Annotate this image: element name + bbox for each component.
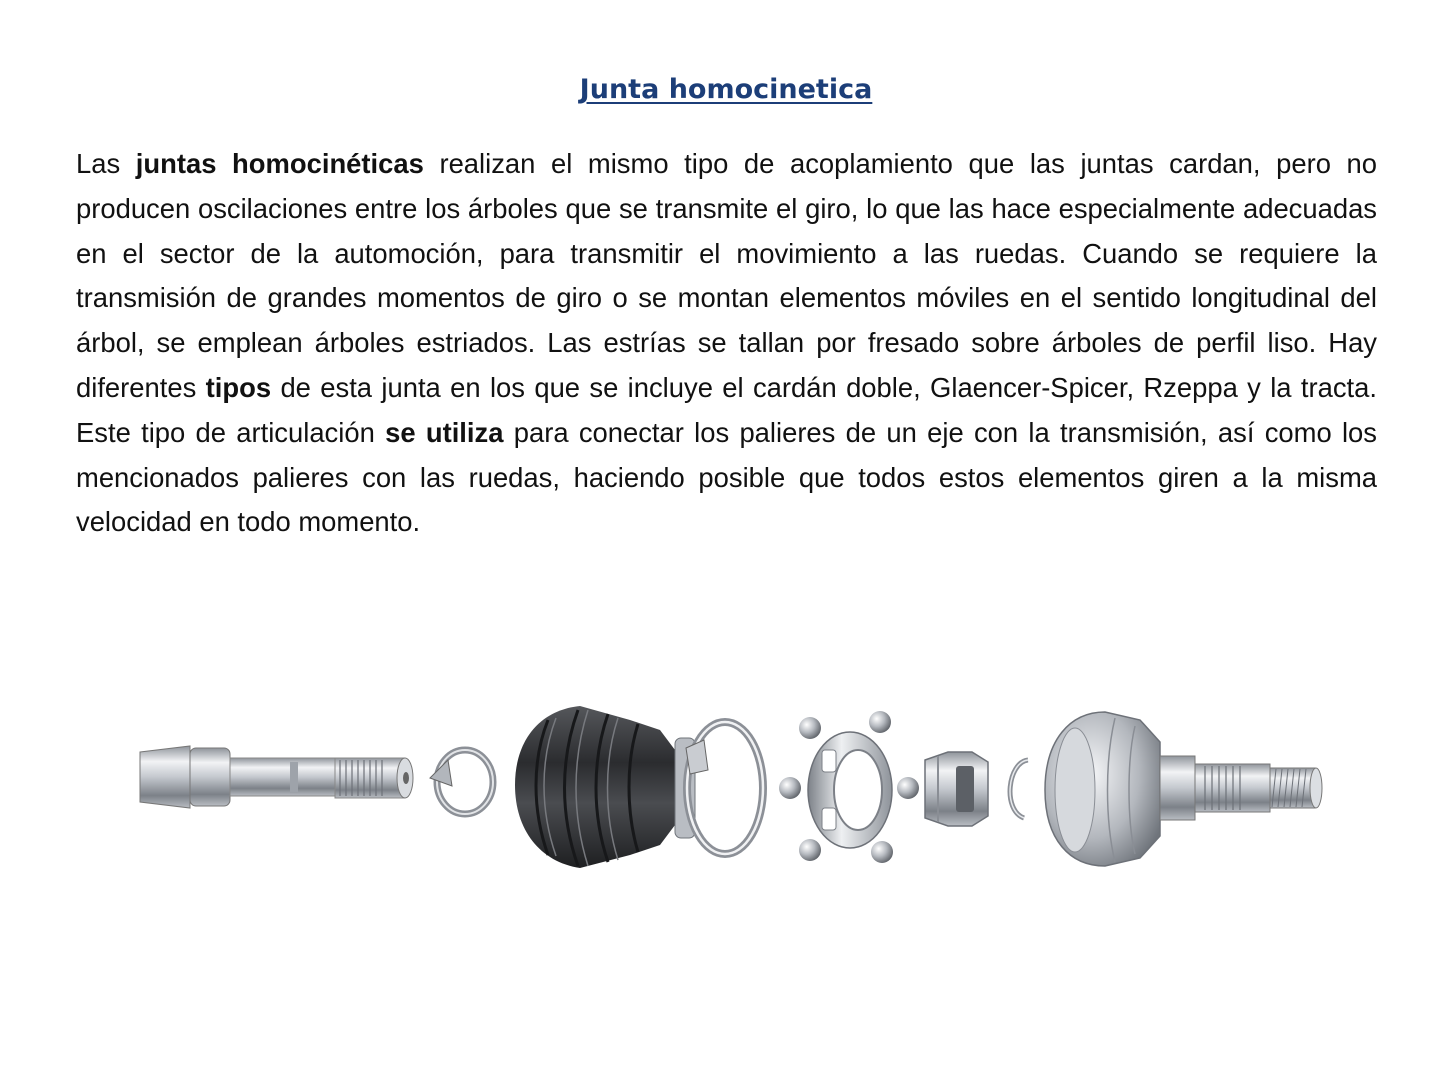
cage-balls-icon — [779, 711, 919, 863]
body-paragraph — [76, 142, 1377, 545]
clamp-icon — [430, 750, 493, 814]
boot-icon — [515, 706, 695, 868]
outer-housing-icon — [1045, 712, 1322, 866]
bold-term-juntas-homocineticas: juntas homocinéticas — [135, 148, 424, 179]
page-title: Junta homocinetica — [579, 74, 873, 105]
band-icon — [686, 722, 763, 854]
shaft-icon — [140, 746, 413, 808]
text-segment: para conectar los palieres de un eje con la transmisión, así como los mencionados palieres con las ruedas, haciendo posible que todos estos elementos giren a la misma velocidad en todo momento. — [76, 416, 1377, 538]
inner-race-icon — [925, 752, 988, 826]
text-segment: realizan el mismo tipo de acoplamiento que las juntas cardan, pero no producen oscilaciones entre los árboles que se transmite el giro, lo que las hace especialmente adecuadas en el sector de la automoción, para transmitir el movimiento a las ruedas. Cuando se requiere la transmisión de grandes momentos de giro o se montan elementos móviles en el sentido longitudinal del árbol, se emplean árboles estriados. Las estrías se tallan por fresado sobre árboles de perfil liso. Hay diferentes — [76, 148, 1378, 403]
bold-term-se-utiliza: se utiliza — [385, 416, 504, 448]
text-segment: Las — [76, 148, 136, 179]
text-segment: de esta junta en los que se incluye el cardán doble, Glaencer-Spicer, Rzeppa y la tracta. Este tipo de articulación — [76, 371, 1378, 448]
cv-joint-exploded-figure — [130, 690, 1330, 890]
circlip-icon — [1010, 760, 1028, 818]
bold-term-tipos: tipos — [205, 371, 272, 403]
